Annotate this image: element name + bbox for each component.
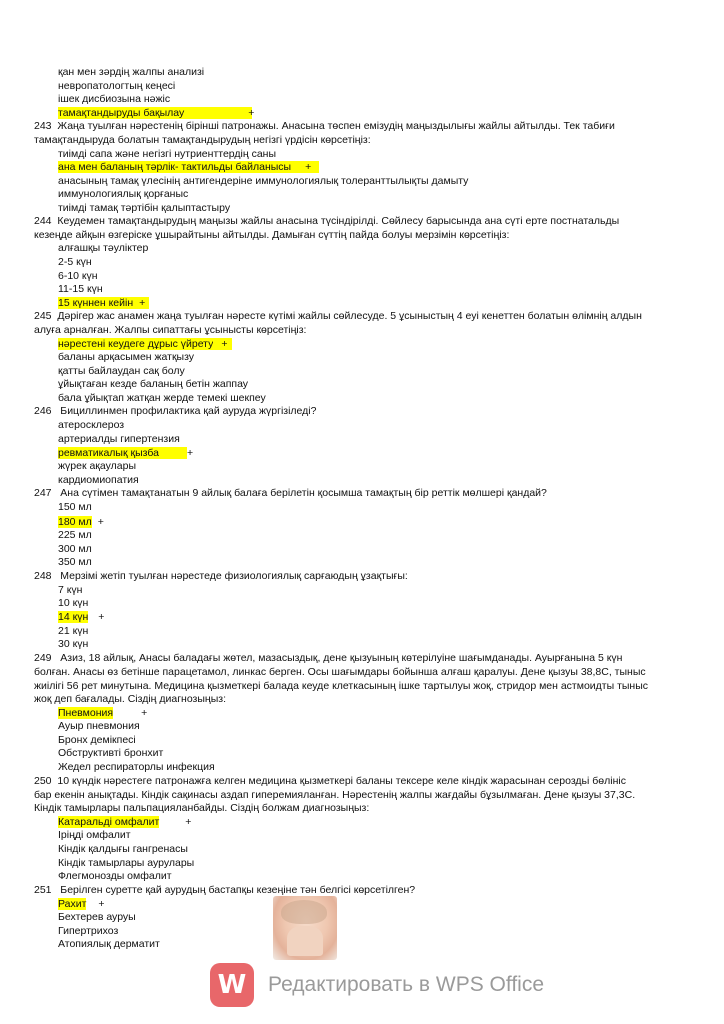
option-correct: 14 күн + <box>58 611 105 623</box>
option: 21 күн <box>58 625 89 637</box>
option: Кіндік тамырлары аурулары <box>58 857 195 869</box>
option: Обструктивті бронхит <box>58 747 164 759</box>
option: Гипертрихоз <box>58 925 119 937</box>
wps-logo-icon[interactable]: W <box>210 963 254 1007</box>
question-line: болған. Анасы өз бетінше парацетамол, линкас берген. Осы шағымдары бойынша алғаш қаралуы. Дене қызуы 38,8С, тыныс <box>34 666 646 678</box>
question-246: 246 Бициллинмен профилактика қай ауруда жүргізіледі? <box>34 405 317 417</box>
option: 350 мл <box>58 556 92 568</box>
option: ішек дисбиозына нәжіс <box>58 93 171 105</box>
option: баланы арқасымен жатқызу <box>58 351 195 363</box>
option-correct: Катаральді омфалит + <box>58 816 192 828</box>
question-line: алуға арналған. Жалпы сипаттағы ұсынысты көрсетіңіз: <box>34 324 307 336</box>
question-249: 249 Азиз, 18 айлық, Анасы баладағы жөтел, мазасыздық, дене қызуының көтерілуіне шағымданады. Ауырғанына 5 күн <box>34 652 623 664</box>
option: Жедел респираторлы инфекция <box>58 761 215 773</box>
option: тиімді сапа және негізгі нутриенттердің саны <box>58 148 276 160</box>
option: Ауыр пневмония <box>58 720 140 732</box>
option: Флегмонозды омфалит <box>58 870 172 882</box>
option: 30 күн <box>58 638 89 650</box>
question-243: 243 Жаңа туылған нәрестенің бірінші патронажы. Анасына төспен емізудің маңыздылығы жайлы айтылды. Тек табиғи <box>34 120 615 132</box>
option: алғашқы тәуліктер <box>58 242 149 254</box>
option: 7 күн <box>58 584 83 596</box>
option: Кіндік қалдығы гангренасы <box>58 843 188 855</box>
option: иммунологиялық қорғаныс <box>58 188 189 200</box>
option: жүрек ақаулары <box>58 460 136 472</box>
option: артериалды гипертензия <box>58 433 180 445</box>
question-250: 250 10 күндік нәрестеге патронажға келген медицина қызметкері баланы тексере келе кіндік жарасынан сероздьі бөлініс <box>34 775 626 787</box>
option: Бронх демікпесі <box>58 734 136 746</box>
photo-neck-area <box>287 926 323 956</box>
option: қан мен зәрдің жалпы анализі <box>58 66 205 78</box>
photo-hair-area <box>281 900 327 924</box>
question-line: бар екенін анықтады. Кіндік сақинасы аздап гиперемияланған. Нәрестенің жалпы жағдайы бұзылмаған. Дене қызуы 37,3С. <box>34 789 636 801</box>
option: Бехтерев ауруы <box>58 911 136 923</box>
option: бала ұйықтап жатқан жерде темекі шекпеу <box>58 392 266 404</box>
option: 11-15 күн <box>58 283 103 295</box>
option: 2-5 күн <box>58 256 92 268</box>
question-line: Кіндік тамырлары пальпацияланбайды. Сіздің болжам диагнозыңыз: <box>34 802 370 814</box>
option: 6-10 күн <box>58 270 98 282</box>
question-251: 251 Берілген суретте қай аурудың бастапқы кезеңіне тән белгісі көрсетілген? <box>34 884 416 896</box>
option-correct: Пневмония + <box>58 707 148 719</box>
option-correct: 15 күннен кейін + <box>58 297 664 310</box>
option-correct: нәрестені кеудеге дұрыс үйрету + <box>58 338 664 351</box>
option-correct: тамақтандыруды бақылау + <box>58 107 255 119</box>
option: Атопиялық дерматит <box>58 938 160 950</box>
option: 150 мл <box>58 501 92 513</box>
infant-head-photo <box>273 896 337 960</box>
question-247: 247 Ана сүтімен тамақтанатын 9 айлық балаға берілетін қосымша тамақтың бір реттік мөлшері қандай? <box>34 487 547 499</box>
option-correct: Рахит + <box>58 898 105 910</box>
question-line: тамақтандыруда болатын тамақтандырудың негізгі үрдісін көрсетіңіз: <box>34 134 371 146</box>
question-244: 244 Кеудемен тамақтандырудың маңызы жайлы анасына түсіндірілді. Сөйлесу барысында ана сүті ерте постнатальды <box>34 215 620 227</box>
option-correct: ана мен баланың тәрлік- тактильды байланысы + <box>58 161 664 174</box>
option: Іріңді омфалит <box>58 829 131 841</box>
option: атеросклероз <box>58 419 125 431</box>
question-line: жиілігі 56 рет минутына. Медицина қызметкері балада кеуде клеткасының ішке тартылуы жоқ, стридор мен астмоидты тыныс <box>34 680 649 692</box>
question-245: 245 Дәрігер жас анамен жаңа туылған нәресте күтімі жайлы сөйлесуде. 5 ұсыныстың 4 еуі кенеттен болатын өлімнің алдын <box>34 310 642 322</box>
question-248: 248 Мерзімі жетіп туылған нәрестеде физиологиялық сарғаюдың ұзақтығы: <box>34 570 408 582</box>
option: 225 мл <box>58 529 92 541</box>
question-line: жоқ деп бағалады. Сіздің диагнозыңыз: <box>34 693 226 705</box>
option: невропатологтың кеңесі <box>58 80 176 92</box>
option-correct: 180 мл + <box>58 516 104 528</box>
option: ұйықтаған кезде баланың бетін жаппау <box>58 378 249 390</box>
option: тиімді тамақ тәртібін қалыптастыру <box>58 202 231 214</box>
wps-edit-link[interactable]: Редактировать в WPS Office <box>268 973 545 996</box>
option: 300 мл <box>58 543 92 555</box>
question-line: кезеңде айқын өзгеріске ұшырайтыны айтылды. Дамыған сүттің пайда болуы мерзімін көрсетіңіз: <box>34 229 510 241</box>
wps-edit-banner[interactable] <box>210 963 544 1007</box>
option: қатты байлаудан сақ болу <box>58 365 185 377</box>
option: кардиомиопатия <box>58 474 139 486</box>
option-correct: ревматикалық қызба + <box>58 447 194 459</box>
option: 10 күн <box>58 597 89 609</box>
option: анасының тамақ үлесінің антигендеріне иммунологиялық толеранттылықты дамыту <box>58 175 469 187</box>
